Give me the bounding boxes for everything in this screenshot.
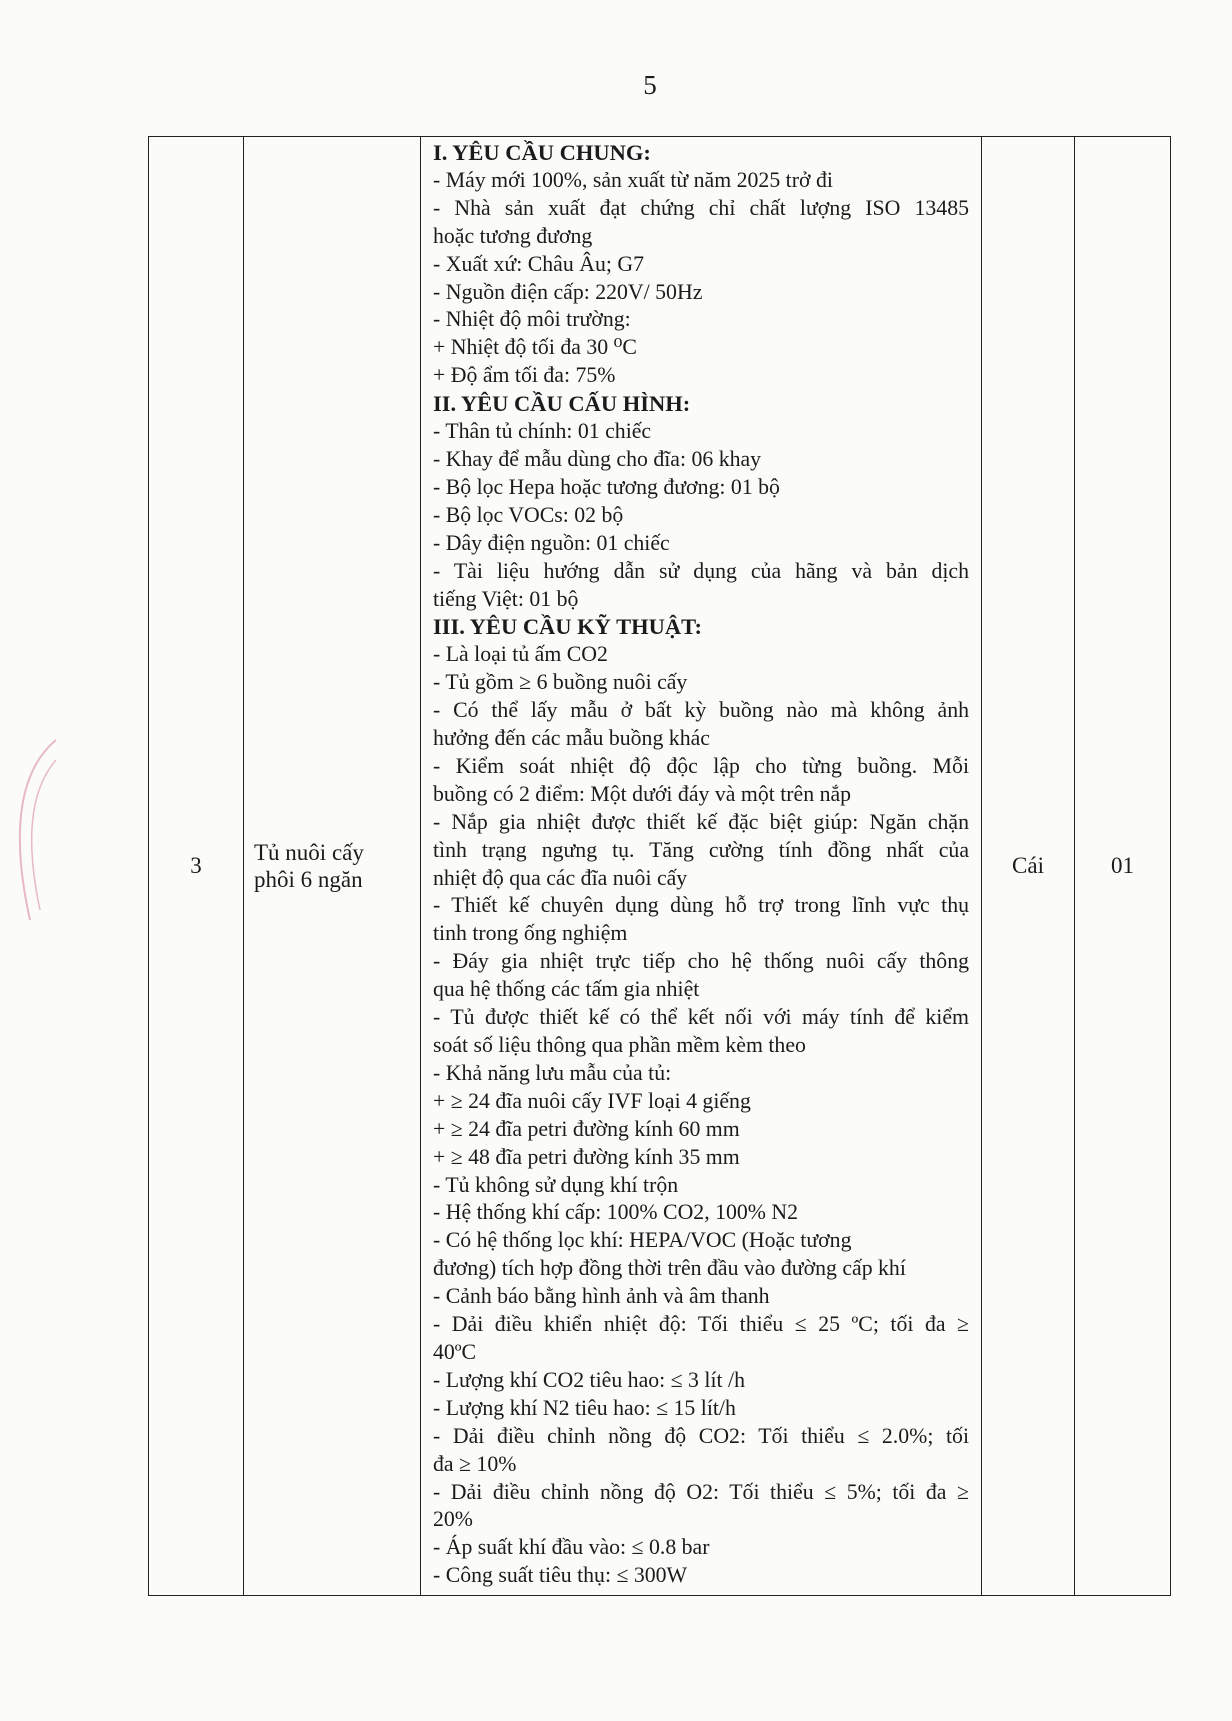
spec-line: - Bộ lọc Hepa hoặc tương đương: 01 bộ (433, 474, 780, 499)
spec-line: - Có thể lấy mẫu ở bất kỳ buồng nào mà không ảnh (433, 698, 969, 723)
spec-line: - Khay để mẫu dùng cho đĩa: 06 khay (433, 446, 762, 471)
spec-line: hoặc tương đương (433, 223, 593, 248)
spec-line: - Lượng khí N2 tiêu hao: ≤ 15 lít/h (433, 1395, 736, 1420)
spec-line: - Nắp gia nhiệt được thiết kế đặc biệt giúp: Ngăn chặn (433, 809, 969, 834)
spec-line: nhiệt độ qua các đĩa nuôi cấy (433, 865, 688, 890)
specification-lines (421, 137, 981, 1590)
spec-line: buồng có 2 điểm: Một dưới đáy và một trên nắp (433, 781, 852, 806)
spec-line: - Thân tủ chính: 01 chiếc (433, 419, 652, 444)
spec-line: hưởng đến các mẫu buồng khác (433, 726, 710, 751)
quantity-cell: 01 (1075, 137, 1171, 1596)
spec-line: - Có hệ thống lọc khí: HEPA/VOC (Hoặc tương (433, 1228, 852, 1253)
stamp-fragment (0, 730, 56, 930)
spec-line: - Thiết kế chuyên dụng dùng hỗ trợ trong lĩnh vực thụ (433, 893, 969, 918)
spec-line: 40ºC (433, 1339, 477, 1364)
spec-line: tình trạng ngưng tụ. Tăng cường tính đồng nhất của (433, 837, 969, 862)
spec-line: - Tủ được thiết kế có thể kết nối với máy tính để kiểm (433, 1005, 969, 1030)
spec-line: đa ≥ 10% (433, 1451, 517, 1476)
spec-line: - Tài liệu hướng dẫn sử dụng của hãng và bản dịch (433, 558, 969, 583)
section-heading-configuration: II. YÊU CẦU CẤU HÌNH: (433, 391, 691, 417)
spec-line: - Nhà sản xuất đạt chứng chỉ chất lượng ISO 13485 (433, 195, 969, 220)
spec-line: đương) tích hợp đồng thời trên đầu vào đường cấp khí (433, 1256, 906, 1281)
equipment-name-line: phôi 6 ngăn (254, 867, 363, 892)
spec-line: + ≥ 48 đĩa petri đường kính 35 mm (433, 1144, 740, 1169)
equipment-name-line: Tủ nuôi cấy (254, 840, 364, 865)
page-number: 5 (643, 70, 657, 100)
spec-line: - Dây điện nguồn: 01 chiếc (433, 530, 670, 555)
spec-line: - Máy mới 100%, sản xuất từ năm 2025 trở đi (433, 167, 833, 192)
spec-line: tinh trong ống nghiệm (433, 921, 628, 946)
spec-line: - Cảnh báo bằng hình ảnh và âm thanh (433, 1284, 770, 1309)
specification-cell (421, 137, 982, 1596)
spec-line: 20% (433, 1507, 473, 1532)
spec-line: - Công suất tiêu thụ: ≤ 300W (433, 1563, 688, 1588)
spec-line: - Dải điều chỉnh nồng độ CO2: Tối thiểu ≤ 2.0%; tối (433, 1423, 969, 1448)
spec-line: - Xuất xứ: Châu Âu; G7 (433, 251, 644, 276)
spec-line: - Tủ không sử dụng khí trộn (433, 1172, 679, 1197)
equipment-name (244, 137, 421, 1596)
spec-line: - Khả năng lưu mẫu của tủ: (433, 1060, 672, 1085)
spec-line: - Nhiệt độ môi trường: (433, 307, 631, 332)
spec-line: - Bộ lọc VOCs: 02 bộ (433, 502, 624, 527)
spec-line: + ≥ 24 đĩa petri đường kính 60 mm (433, 1116, 740, 1141)
unit-cell: Cái (982, 137, 1075, 1596)
spec-line: qua hệ thống các tấm gia nhiệt (433, 977, 700, 1002)
spec-line: - Hệ thống khí cấp: 100% CO2, 100% N2 (433, 1200, 799, 1225)
spec-line: - Dải điều chỉnh nồng độ O2: Tối thiểu ≤ 5%; tối đa ≥ (433, 1479, 969, 1504)
spec-line: - Tủ gồm ≥ 6 buồng nuôi cấy (433, 670, 688, 695)
spec-line: - Lượng khí CO2 tiêu hao: ≤ 3 lít /h (433, 1367, 745, 1392)
spec-line: tiếng Việt: 01 bộ (433, 586, 579, 611)
equipment-spec-table (148, 136, 1171, 1596)
spec-line: - Đáy gia nhiệt trực tiếp cho hệ thống nuôi cấy thông (433, 949, 969, 974)
spec-line: - Áp suất khí đầu vào: ≤ 0.8 bar (433, 1535, 710, 1560)
section-heading-general: I. YÊU CẦU CHUNG: (433, 140, 651, 165)
spec-line: - Kiểm soát nhiệt độ độc lập cho từng buồng. Mỗi (433, 753, 969, 778)
row-number: 3 (149, 137, 244, 1596)
spec-line: + Nhiệt độ tối đa 30 ⁰C (433, 335, 637, 360)
spec-line: - Dải điều khiển nhiệt độ: Tối thiểu ≤ 25 ºC; tối đa ≥ (433, 1312, 969, 1337)
spec-line: - Nguồn điện cấp: 220V/ 50Hz (433, 279, 703, 304)
spec-line: + Độ ẩm tối đa: 75% (433, 363, 616, 388)
spec-line: + ≥ 24 đĩa nuôi cấy IVF loại 4 giếng (433, 1088, 751, 1113)
section-heading-technical: III. YÊU CẦU KỸ THUẬT: (433, 614, 702, 640)
spec-line: soát số liệu thông qua phần mềm kèm theo (433, 1033, 806, 1057)
spec-line: - Là loại tủ ấm CO2 (433, 642, 608, 667)
table-row (149, 137, 1171, 1596)
